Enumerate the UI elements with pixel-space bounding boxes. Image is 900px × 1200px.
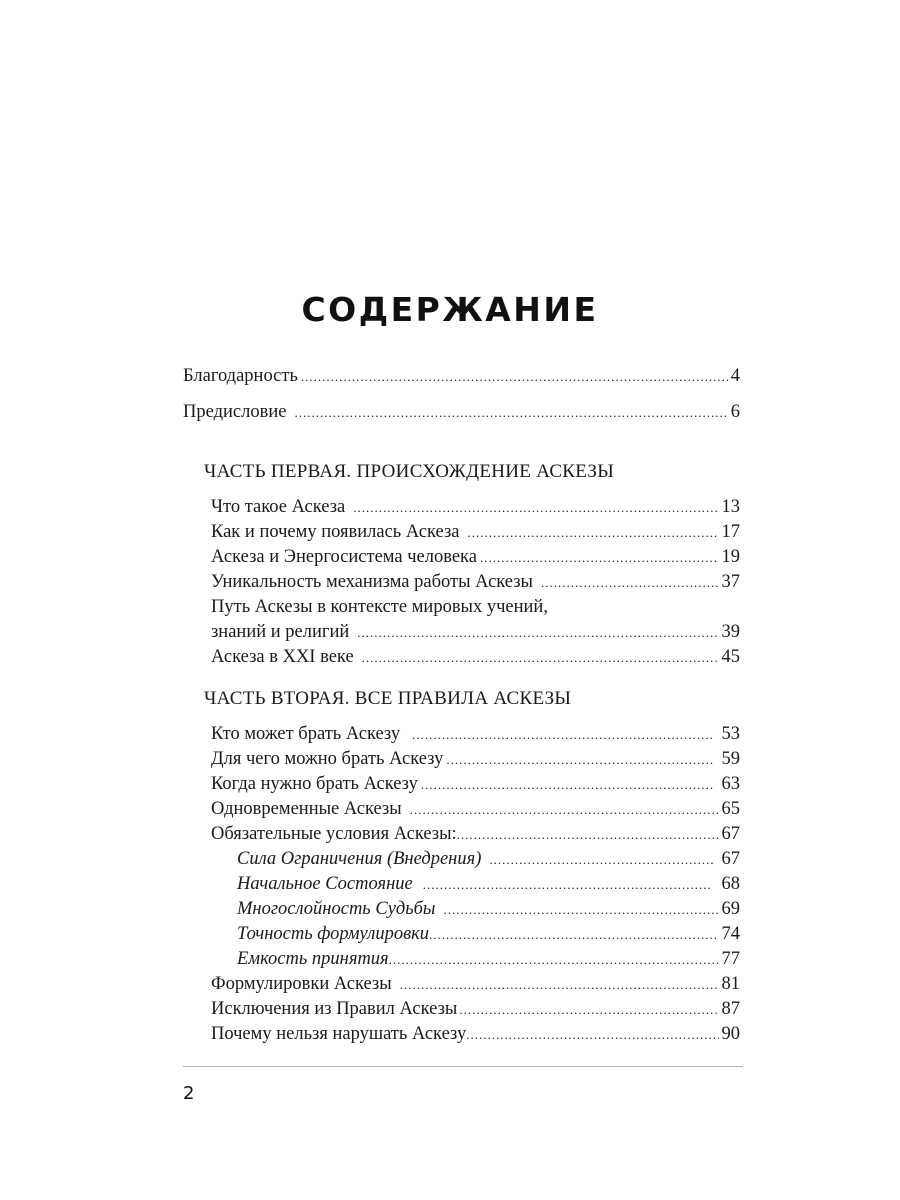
- toc-entry-label: Аскеза в XXI веке: [211, 647, 354, 667]
- dot-leader: [423, 872, 710, 897]
- toc-entry-label: Кто может брать Аскезу: [211, 724, 401, 744]
- toc-entry-page: 59: [721, 749, 740, 769]
- dot-leader: [467, 520, 718, 545]
- toc-entry[interactable]: [211, 772, 740, 797]
- toc-entry-page: 13: [721, 497, 740, 517]
- toc-entry-label: Аскеза и Энергосистема человека: [211, 547, 477, 567]
- toc-entry-label: Исключения из Правил Аскезы: [211, 999, 458, 1019]
- page-title: СОДЕРЖАНИЕ: [301, 290, 599, 329]
- toc-entry-page: 53: [721, 724, 740, 744]
- toc-entry[interactable]: [211, 570, 740, 595]
- toc-entry-label: Одновременные Аскезы: [211, 799, 402, 819]
- page-number: 2: [183, 1083, 195, 1104]
- dot-leader: [421, 772, 714, 797]
- dot-leader: [294, 400, 727, 425]
- toc-entry[interactable]: [211, 747, 740, 772]
- toc-entry-page: 69: [721, 899, 740, 919]
- toc-entry[interactable]: [211, 972, 740, 997]
- toc-entry-page: 4: [730, 366, 740, 386]
- toc-entry[interactable]: [211, 722, 740, 747]
- dot-leader: [466, 1022, 718, 1047]
- toc-entry-page: 17: [721, 522, 740, 542]
- toc-entry-page: 63: [721, 774, 740, 794]
- toc-entry-label: Начальное Состояние: [237, 874, 413, 894]
- dot-leader: [429, 922, 718, 947]
- toc-entry-label: Когда нужно брать Аскезу: [211, 774, 418, 794]
- toc-entry-page: 90: [721, 1024, 740, 1044]
- toc-entry-preface[interactable]: [183, 400, 740, 425]
- dot-leader: [480, 545, 719, 570]
- toc-entry[interactable]: [211, 520, 740, 545]
- toc-entry-page: 67: [721, 824, 740, 844]
- dot-leader: [389, 947, 719, 972]
- toc-entry-page: 6: [730, 402, 740, 422]
- toc-entry-label: Почему нельзя нарушать Аскезу: [211, 1024, 467, 1044]
- toc-entry-page: 81: [721, 974, 740, 994]
- toc-subentry[interactable]: [237, 872, 740, 897]
- toc-entry-page: 45: [721, 647, 740, 667]
- toc-entry-page: 65: [721, 799, 740, 819]
- toc-entry[interactable]: [211, 620, 740, 645]
- dot-leader: [301, 364, 728, 389]
- toc-entry-page: 19: [721, 547, 740, 567]
- dot-leader: [353, 495, 718, 520]
- toc-subentry[interactable]: [237, 897, 740, 922]
- toc-entry-label: Благодарность: [183, 366, 298, 386]
- toc-subentry[interactable]: [237, 947, 740, 972]
- toc-entry-label: Уникальность механизма работы Аскезы: [211, 572, 533, 592]
- toc-entry-label: Предисловие: [183, 402, 287, 422]
- dot-leader: [400, 972, 719, 997]
- dot-leader: [446, 747, 713, 772]
- toc-entry-label-line1: Путь Аскезы в контексте мировых учений,: [211, 597, 548, 617]
- toc-entry-page: 39: [721, 622, 740, 642]
- toc-entry-page: 77: [721, 949, 740, 969]
- toc-entry-acknowledgements[interactable]: [183, 364, 740, 389]
- toc-entry-page: 87: [721, 999, 740, 1019]
- toc-entry[interactable]: [211, 545, 740, 570]
- footer-divider: [183, 1066, 743, 1067]
- toc-entry-page: 74: [721, 924, 740, 944]
- toc-entry-label: Для чего можно брать Аскезу: [211, 749, 444, 769]
- dot-leader: [457, 822, 719, 847]
- toc-entry-label: знаний и религий: [211, 622, 350, 642]
- dot-leader: [412, 722, 713, 747]
- toc-entry-label: Что такое Аскеза: [211, 497, 346, 517]
- toc-entry[interactable]: [211, 797, 740, 822]
- dot-leader: [362, 645, 719, 670]
- dot-leader: [410, 797, 719, 822]
- toc-entry-label: Сила Ограничения (Внедрения): [237, 849, 482, 869]
- dot-leader: [443, 897, 718, 922]
- toc-entry-label: Многослойность Судьбы: [237, 899, 436, 919]
- toc-entry-label: Обязательные условия Аскезы:: [211, 824, 457, 844]
- dot-leader: [489, 847, 713, 872]
- toc-entry[interactable]: [211, 645, 740, 670]
- toc-entry-label: Как и почему появилась Аскеза: [211, 522, 460, 542]
- toc-subentry[interactable]: [237, 847, 740, 872]
- part-two-heading: ЧАСТЬ ВТОРАЯ. ВСЕ ПРАВИЛА АСКЕЗЫ: [204, 688, 572, 709]
- dot-leader: [541, 570, 719, 595]
- dot-leader: [357, 620, 718, 645]
- toc-entry-label: Емкость принятия: [237, 949, 389, 969]
- toc-entry[interactable]: [211, 822, 740, 847]
- toc-entry[interactable]: [211, 495, 740, 520]
- toc-entry-page: 37: [721, 572, 740, 592]
- toc-entry-label: Формулировки Аскезы: [211, 974, 392, 994]
- part-one-heading: ЧАСТЬ ПЕРВАЯ. ПРОИСХОЖДЕНИЕ АСКЕЗЫ: [204, 461, 615, 482]
- toc-entry[interactable]: [211, 1022, 740, 1047]
- toc-entry[interactable]: [211, 997, 740, 1022]
- dot-leader: [459, 997, 718, 1022]
- toc-entry-label: Точность формулировки: [237, 924, 430, 944]
- toc-subentry[interactable]: [237, 922, 740, 947]
- toc-entry-page: 67: [721, 849, 740, 869]
- toc-entry-page: 68: [721, 874, 740, 894]
